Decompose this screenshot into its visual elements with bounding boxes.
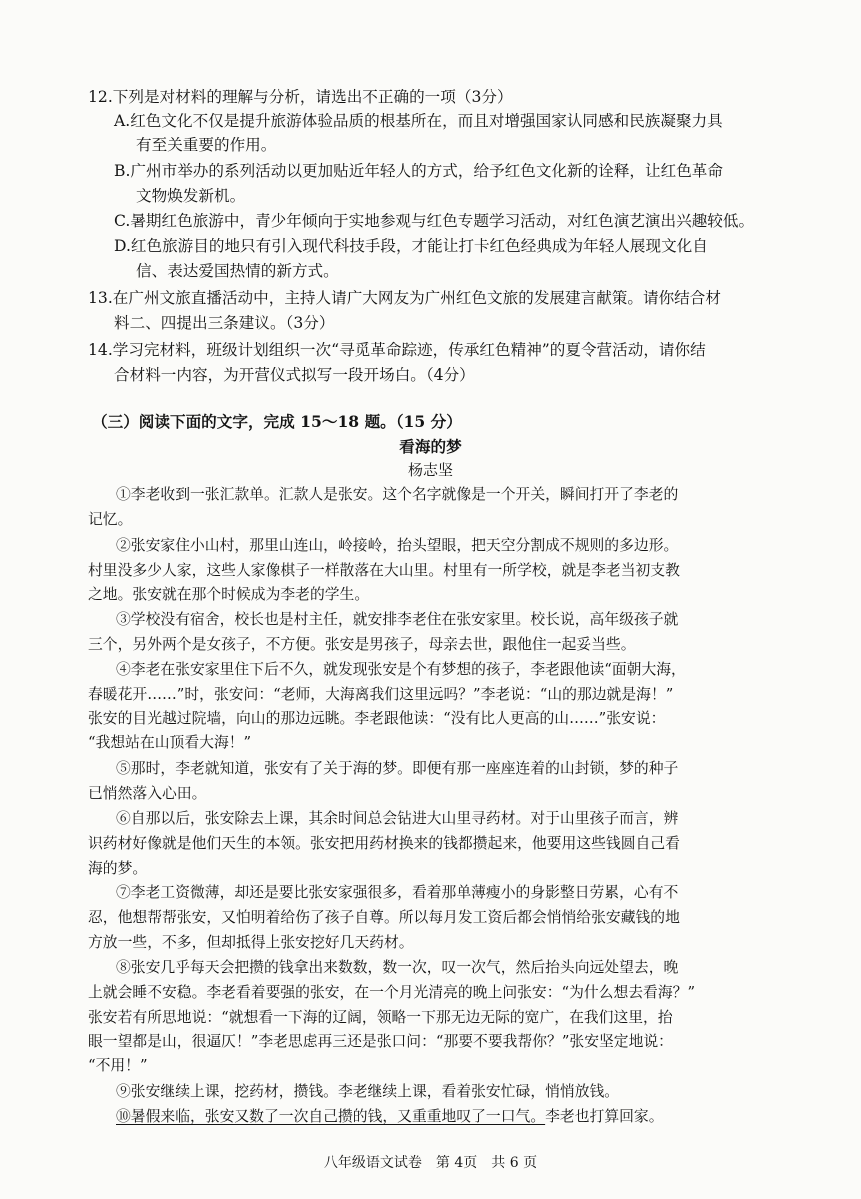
- story-paragraph-1-line: 记忆。: [88, 511, 133, 528]
- q12-option-a-cont: 有至关重要的作用。: [136, 136, 277, 154]
- story-paragraph-9: ⑨张安继续上课，挖药材，攒钱。李老继续上课，看着张安忙碌，悄悄放钱。: [116, 1083, 620, 1100]
- story-paragraph-10: [116, 1106, 664, 1128]
- q12-option-d-cont: 信、表达爱国热情的新方式。: [136, 262, 339, 280]
- story-paragraph-3: ③学校没有宿舍，校长也是村主任，就安排李老住在张安家里。校长说，高年级孩子就: [116, 611, 679, 628]
- story-paragraph-5-line: 已悄然落入心田。: [88, 785, 207, 802]
- q13-stem: 13.在广州文旅直播活动中，主持人请广大网友为广州红色文旅的发展建言献策。请你结合材: [88, 289, 721, 307]
- q12-stem: 12.下列是对材料的理解与分析，请选出不正确的一项（3分）: [88, 88, 513, 106]
- q14-stem: 14.学习完材料，班级计划组织一次“寻觅革命踪迹，传承红色精神”的夏令营活动，请你结: [88, 341, 706, 359]
- story-paragraph-8-line: 上就会睡不安稳。李老看着要强的张安，在一个月光清亮的晚上问张安：“为什么想去看海？”: [88, 984, 696, 1001]
- story-paragraph-6-line: 海的梦。: [88, 860, 148, 877]
- section-heading: （三）阅读下面的文字，完成 15～18 题。（15 分）: [92, 412, 462, 431]
- story-paragraph-1: ①李老收到一张汇款单。汇款人是张安。这个名字就像是一个开关，瞬间打开了李老的: [116, 486, 679, 503]
- story-paragraph-3-line: 三个，另外两个是女孩子，不方便。张安是男孩子，母亲去世，跟他住一起妥当些。: [88, 636, 636, 653]
- q12-option-a: A.红色文化不仅是提升旅游体验品质的根基所在，而且对增强国家认同感和民族凝聚力具: [114, 112, 723, 130]
- page-footer: 八年级语文试卷 第 4页 共 6 页: [323, 1155, 538, 1171]
- story-paragraph-6: ⑥自那以后，张安除去上课，其余时间总会钻进大山里寻药材。对于山里孩子而言，辨: [116, 810, 679, 827]
- story-paragraph-7-line: 忍，他想帮帮张安，又怕明着给伤了孩子自尊。所以每月发工资后都会悄悄给张安藏钱的地: [88, 909, 680, 926]
- underlined-sentence: ⑩暑假来临，张安又数了一次自己攒的钱，又重重地叹了一口气。: [116, 1108, 546, 1125]
- story-paragraph-2-line: 村里没多少人家，这些人家像棋子一样散落在大山里。村里有一所学校，就是李老当初支教: [88, 562, 680, 579]
- story-paragraph-8-line: 张安若有所思地说：“就想看一下海的辽阔，领略一下那无边无际的宽广，在我们这里，抬: [88, 1009, 673, 1026]
- story-paragraph-4-line: 张安的目光越过院墙，向山的那边远眺。李老跟他读：“没有比人更高的山……”张安说：: [88, 710, 666, 727]
- story-paragraph-5: ⑤那时，李老就知道，张安有了关于海的梦。即便有那一座座连着的山封锁，梦的种子: [116, 760, 679, 777]
- q12-option-b: B.广州市举办的系列活动以更加贴近年轻人的方式，给予红色文化新的诠释，让红色革命: [114, 162, 723, 180]
- q12-option-c: C.暑期红色旅游中，青少年倾向于实地参观与红色专题学习活动，对红色演艺演出兴趣较低。: [114, 212, 755, 230]
- story-paragraph-2: ②张安家住小山村，那里山连山，岭接岭，抬头望眼，把天空分割成不规则的多边形。: [116, 537, 679, 554]
- story-paragraph-6-line: 识药材好像就是他们天生的本领。张安把用药材换来的钱都攒起来，他要用这些钱圆自己看: [88, 835, 680, 852]
- story-author: 杨志坚: [407, 461, 453, 479]
- q14-stem-cont: 合材料一内容，为开营仪式拟写一段开场白。（4分）: [114, 366, 475, 384]
- story-paragraph-4-line: 春暖花开……”时，张安问：“老师，大海离我们这里远吗？”李老说：“山的那边就是海！”: [88, 686, 674, 703]
- story-paragraph-4-line: “我想站在山顶看大海！”: [88, 734, 252, 751]
- q13-stem-cont: 料二、四提出三条建议。（3分）: [114, 314, 335, 332]
- story-title: 看海的梦: [399, 437, 462, 456]
- story-paragraph-4: ④李老在张安家里住下后不久，就发现张安是个有梦想的孩子，李老跟他读“面朝大海，: [116, 661, 686, 678]
- story-paragraph-2-line: 之地。张安就在那个时候成为李老的学生。: [88, 586, 370, 603]
- story-paragraph-8: ⑧张安几乎每天会把攒的钱拿出来数数，数一次，叹一次气，然后抬头向远处望去，晚: [116, 959, 679, 976]
- q12-option-b-cont: 文物焕发新机。: [136, 187, 246, 205]
- story-paragraph-8-line: 眼一望都是山，很逼仄！”李老思虑再三还是张口问：“那要不要我帮你？”张安坚定地说：: [88, 1033, 673, 1050]
- paragraph-10-rest: 李老也打算回家。: [545, 1108, 664, 1125]
- q12-option-d: D.红色旅游目的地只有引入现代科技手段，才能让打卡红色经典成为年轻人展现文化自: [114, 237, 708, 255]
- story-paragraph-8-line: “不用！”: [88, 1057, 148, 1074]
- story-paragraph-7: ⑦李老工资微薄，却还是要比张安家强很多，看着那单薄瘦小的身影整日劳累，心有不: [116, 884, 679, 901]
- story-paragraph-7-line: 方放一些，不多，但却抵得上张安挖好几天药材。: [88, 934, 414, 951]
